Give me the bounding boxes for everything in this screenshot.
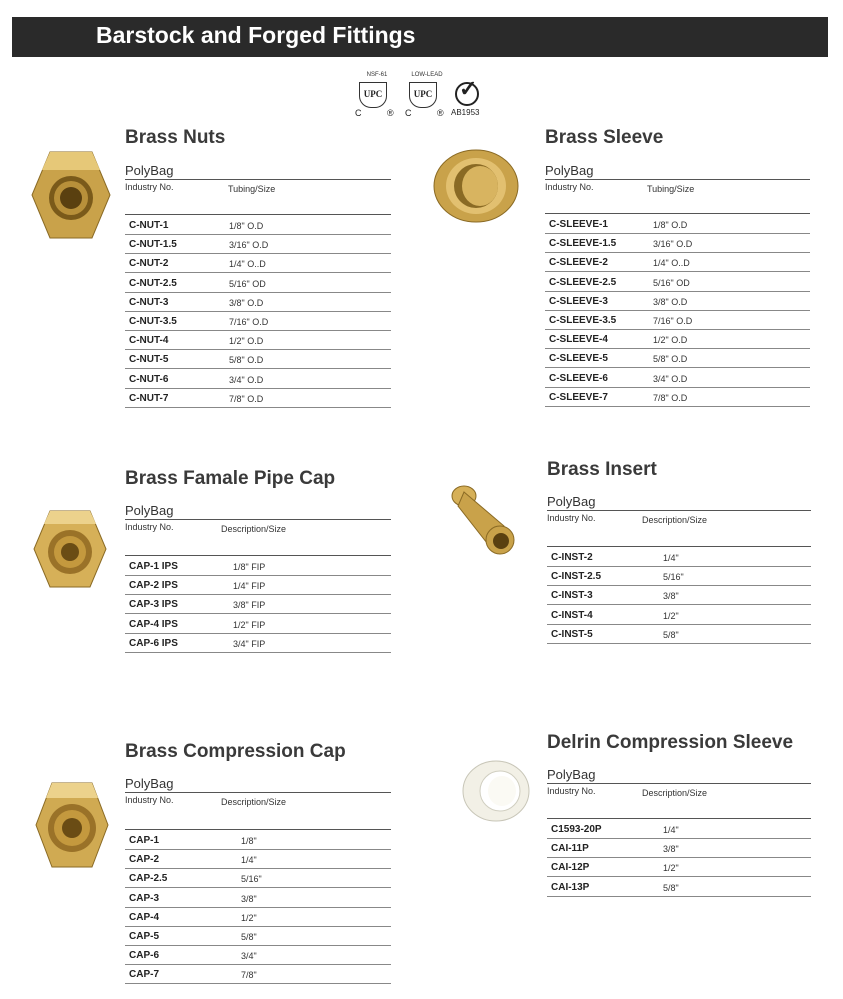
column-header-size: Tubing/Size (228, 184, 276, 194)
size-value: 5/16" OD (653, 277, 690, 288)
c-mark: C (405, 108, 412, 118)
table-row (547, 838, 811, 858)
industry-number: C-NUT-4 (129, 335, 169, 347)
industry-number: CAP-4 (129, 911, 160, 923)
size-value: 5/8" (241, 932, 257, 942)
table-row (125, 388, 391, 408)
header-rule (125, 519, 391, 520)
size-value: 1/8" O.D (229, 221, 264, 231)
packaging-label: PolyBag (125, 163, 174, 178)
packaging-label: PolyBag (125, 776, 174, 791)
size-value: 5/16" OD (229, 278, 266, 289)
column-header-size: Description/Size (642, 788, 708, 798)
industry-number: C-SLEEVE-3.5 (549, 315, 617, 326)
industry-number: CAI-11P (551, 843, 589, 855)
size-value: 1/2" O.D (653, 335, 688, 346)
industry-number: C-NUT-1 (129, 220, 169, 231)
industry-number: C-NUT-2 (129, 258, 169, 270)
industry-number: CAP-3 IPS (129, 599, 178, 611)
table-row (545, 310, 810, 330)
industry-number: C-NUT-6 (129, 373, 169, 385)
size-value: 3/8" O.D (229, 297, 264, 308)
nsf-upc-mark (355, 72, 399, 122)
industry-number: CAP-4 IPS (129, 618, 178, 630)
size-value: 5/8" (663, 882, 679, 893)
table-row (125, 907, 391, 927)
table-row (125, 849, 391, 869)
industry-number: C-NUT-7 (129, 392, 169, 404)
industry-number: C-INST-2 (551, 552, 593, 563)
size-value: 7/8" O.D (653, 392, 688, 403)
industry-number: C-SLEEVE-1.5 (549, 238, 617, 250)
packaging-label: PolyBag (545, 163, 594, 178)
industry-number: C1593-20P (551, 824, 602, 835)
table-row (545, 214, 810, 234)
table-row (125, 926, 391, 946)
industry-number: CAP-2.5 (129, 873, 168, 885)
industry-number: C-SLEEVE-4 (549, 334, 608, 346)
size-value: 5/8" O.D (229, 355, 264, 366)
section-title: Brass Sleeve (545, 127, 664, 148)
size-value: 3/4" O.D (653, 373, 688, 384)
table-row (547, 585, 811, 605)
table-row (545, 272, 810, 292)
ab1953-label: AB1953 (451, 108, 480, 117)
column-header-industry-no: Industry No. (547, 786, 596, 796)
table-row (125, 215, 391, 235)
size-value: 7/8" O.D (229, 393, 264, 404)
table-row (125, 594, 391, 614)
upc-shield-icon: UPC (359, 82, 387, 108)
industry-number: CAP-6 (129, 950, 160, 962)
table-row (125, 868, 391, 888)
size-value: 3/16" O.D (229, 240, 269, 251)
size-value: 3/8" (241, 893, 257, 904)
industry-number: CAP-1 IPS (129, 561, 178, 572)
table-row (125, 330, 391, 350)
table-row (545, 348, 810, 368)
size-value: 7/16" O.D (229, 317, 269, 327)
table-row (125, 614, 391, 634)
table-row (547, 877, 811, 897)
column-header-industry-no: Industry No. (125, 182, 174, 192)
industry-number: C-SLEEVE-6 (549, 372, 608, 384)
size-value: 1/2" FIP (233, 619, 266, 630)
size-value: 1/8" FIP (233, 562, 266, 572)
column-header-size: Description/Size (642, 515, 708, 525)
table-row (547, 857, 811, 877)
section-brass-insert (547, 459, 811, 649)
title-banner (12, 17, 828, 57)
industry-number: C-SLEEVE-7 (549, 391, 608, 403)
size-value: 1/8" (241, 836, 257, 846)
header-rule (547, 783, 811, 784)
table-row (547, 624, 811, 644)
table-row (125, 349, 391, 369)
table-row (125, 945, 391, 965)
industry-number: C-NUT-5 (129, 354, 169, 366)
delrin-sleeve-photo (460, 758, 532, 824)
size-value: 3/16" O.D (653, 239, 693, 250)
table-row (125, 311, 391, 331)
size-value: 5/8" (663, 629, 679, 640)
lowlead-label: LOW-LEAD (411, 72, 443, 78)
industry-number: C-NUT-2.5 (129, 277, 177, 289)
industry-number: C-SLEEVE-1 (549, 219, 608, 230)
header-rule (125, 179, 391, 180)
industry-number: CAP-1 (129, 835, 160, 846)
table-row (545, 329, 810, 349)
size-value: 7/16" O.D (653, 316, 693, 326)
section-title: Brass Compression Cap (125, 741, 346, 762)
industry-number: CAP-6 IPS (129, 637, 178, 649)
packaging-label: PolyBag (547, 494, 596, 509)
industry-number: C-NUT-1.5 (129, 239, 177, 251)
nsf-label: NSF-61 (366, 72, 388, 78)
table-row (547, 566, 811, 586)
size-value: 1/4" (663, 825, 679, 835)
size-value: 1/4" (241, 855, 257, 866)
table-row (125, 556, 391, 576)
industry-number: C-SLEEVE-2 (549, 257, 608, 269)
section-title: Brass Insert (547, 459, 657, 480)
industry-number: C-NUT-3 (129, 296, 169, 308)
table-row (125, 575, 391, 595)
size-value: 5/16" (663, 572, 684, 583)
size-value: 1/2" (241, 912, 257, 923)
size-value: 1/2" (663, 610, 679, 621)
size-value: 3/8" FIP (233, 600, 266, 611)
lowlead-upc-mark (405, 72, 449, 122)
industry-number: CAP-2 (129, 854, 160, 866)
table-row (545, 291, 810, 311)
size-value: 1/4" O..D (229, 259, 266, 270)
industry-number: C-INST-2.5 (551, 571, 602, 583)
column-header-industry-no: Industry No. (547, 513, 596, 523)
industry-number: CAP-7 (129, 969, 160, 981)
size-value: 1/8" O.D (653, 220, 688, 230)
column-header-size: Tubing/Size (647, 184, 695, 194)
industry-number: C-SLEEVE-3 (549, 295, 608, 307)
column-header-size: Description/Size (221, 797, 287, 807)
header-rule (125, 792, 391, 793)
size-value: 3/4" FIP (233, 638, 266, 649)
industry-number: C-INST-3 (551, 590, 593, 602)
c-mark: C (355, 108, 362, 118)
brass-sleeve-photo (430, 146, 522, 226)
section-brass-sleeve (545, 127, 810, 407)
section-female-pipe-cap (125, 468, 391, 658)
table-row (125, 633, 391, 653)
female-pipe-cap-photo (32, 508, 108, 590)
section-compression-cap (125, 741, 391, 991)
table-row (125, 369, 391, 389)
column-header-industry-no: Industry No. (125, 522, 174, 532)
size-value: 1/2" O.D (229, 336, 264, 347)
column-header-size: Description/Size (221, 524, 287, 534)
brass-nut-photo (30, 148, 112, 242)
size-value: 3/8" O.D (653, 296, 688, 307)
table-row (125, 253, 391, 273)
size-value: 5/16" (241, 874, 262, 885)
checkmark-icon: ✓ (459, 76, 478, 101)
table-row (545, 252, 810, 272)
table-row (125, 964, 391, 984)
table-row (125, 888, 391, 908)
size-value: 1/4" FIP (233, 581, 266, 592)
size-value: 1/2" (663, 863, 679, 874)
upc-shield-icon: UPC (409, 82, 437, 108)
table-row (125, 830, 391, 850)
table-row (125, 234, 391, 254)
table-row (545, 387, 810, 407)
section-title: Brass Nuts (125, 127, 226, 148)
table-row (547, 547, 811, 567)
industry-number: C-INST-4 (551, 609, 593, 621)
size-value: 3/4" (241, 951, 257, 962)
header-rule (545, 179, 810, 180)
packaging-label: PolyBag (125, 503, 174, 518)
industry-number: C-INST-5 (551, 628, 593, 640)
compression-cap-photo (34, 780, 110, 870)
size-value: 1/4" (663, 553, 679, 563)
r-mark: ® (437, 108, 444, 118)
size-value: 1/4" O..D (653, 258, 690, 269)
size-value: 3/4" O.D (229, 374, 264, 385)
industry-number: C-SLEEVE-5 (549, 353, 608, 365)
size-value: 3/8" (663, 591, 679, 602)
table-row (547, 605, 811, 625)
ab1953-mark (451, 78, 495, 122)
table-row (545, 368, 810, 388)
table-row (547, 819, 811, 839)
industry-number: C-NUT-3.5 (129, 316, 177, 327)
page-title: Barstock and Forged Fittings (96, 22, 416, 48)
size-value: 3/8" (663, 844, 679, 855)
industry-number: CAI-12P (551, 862, 590, 874)
industry-number: C-SLEEVE-2.5 (549, 276, 617, 288)
table-row (545, 233, 810, 253)
table-row (125, 273, 391, 293)
certification-marks (355, 72, 495, 122)
section-title: Brass Famale Pipe Cap (125, 468, 336, 489)
column-header-industry-no: Industry No. (545, 182, 594, 192)
industry-number: CAP-3 (129, 892, 160, 904)
size-value: 5/8" O.D (653, 354, 688, 365)
industry-number: CAP-5 (129, 931, 160, 942)
header-rule (547, 510, 811, 511)
column-header-industry-no: Industry No. (125, 795, 174, 805)
table-row (125, 292, 391, 312)
industry-number: CAP-2 IPS (129, 580, 178, 592)
industry-number: CAI-13P (551, 881, 590, 893)
r-mark: ® (387, 108, 394, 118)
size-value: 7/8" (241, 970, 257, 981)
packaging-label: PolyBag (547, 767, 596, 782)
section-brass-nuts (125, 127, 391, 407)
brass-insert-photo (448, 482, 520, 562)
section-delrin-sleeve (547, 732, 811, 902)
section-title: Delrin Compression Sleeve (547, 732, 794, 753)
